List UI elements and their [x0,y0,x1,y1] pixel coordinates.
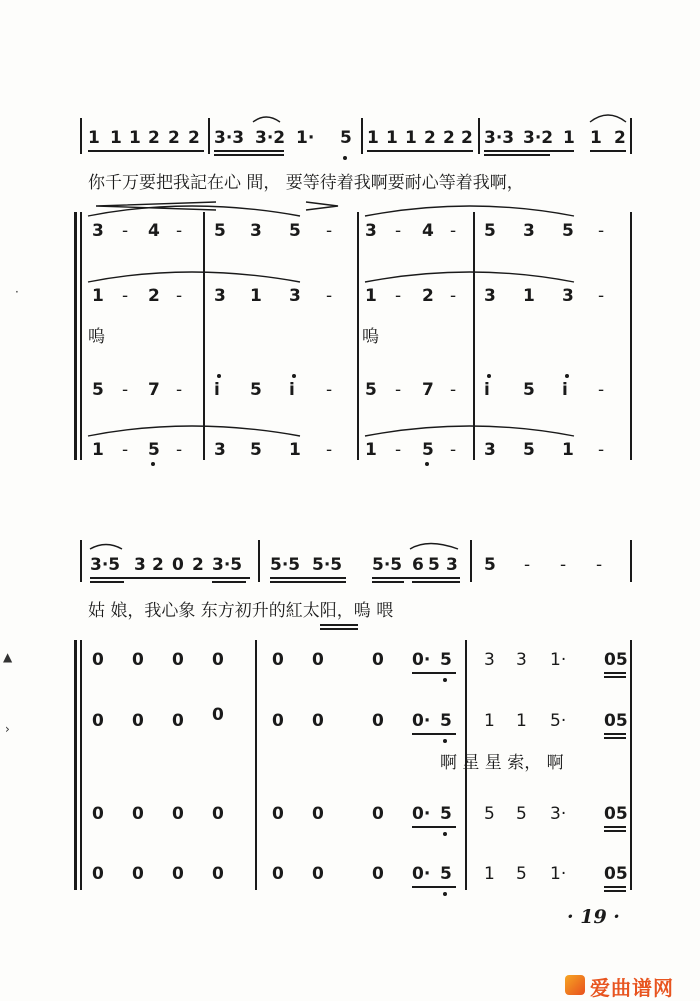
beam [604,676,626,678]
low-octave-dot [443,832,447,836]
beam [604,890,626,892]
note: 05 [604,804,628,824]
low-octave-dot [443,678,447,682]
note: 3 [446,555,458,575]
note: i [484,380,490,400]
note: - [326,380,333,400]
note: 5 [484,221,496,241]
note: - [450,380,457,400]
barline [203,212,205,460]
note: 3 [562,286,574,306]
note: i [289,380,295,400]
beam [88,150,204,152]
note: 0 [212,650,224,670]
barline [80,212,82,460]
note: 2 [424,128,436,148]
note: i [214,380,220,400]
note: 0 [172,555,184,575]
note: 1· [296,128,315,148]
note: 0 [312,804,324,824]
barline [208,118,210,154]
note: 4 [422,221,434,241]
note: 1· [550,864,567,884]
note: 1 [129,128,141,148]
note: 0 [92,711,104,731]
barline [80,540,82,582]
note: - [176,440,183,460]
margin-mark: · [15,285,19,299]
beam [367,150,473,152]
note: - [395,380,402,400]
note: 5 [440,864,452,884]
note: - [598,440,605,460]
note: 5·5 [312,555,343,575]
note: 0 [92,804,104,824]
crescendo-hairpin [96,202,216,210]
note: 1 [250,286,262,306]
barline [630,212,632,460]
note: 3 [289,286,301,306]
note: 0 [212,705,224,725]
note: 0 [92,864,104,884]
note: 0· [412,864,431,884]
note: 0 [372,711,384,731]
barline [80,118,82,154]
note: 0 [212,864,224,884]
note: - [122,440,129,460]
note: 5· [550,711,567,731]
note: 5 [289,221,301,241]
slur [410,544,458,550]
high-octave-dot [217,374,221,378]
note: 0 [312,864,324,884]
note: 5 [422,440,434,460]
note: 5 [365,380,377,400]
note: - [326,440,333,460]
note: 0 [372,804,384,824]
note: 5 [516,864,527,884]
beam [90,577,250,579]
beam [604,826,626,828]
note: 2 [192,555,204,575]
note: 3 [516,650,527,670]
note: 5 [440,804,452,824]
note: 2 [148,128,160,148]
note: 1 [386,128,398,148]
beam [412,886,456,888]
note: 1 [563,128,575,148]
beam [372,577,460,579]
lyric-underline [320,624,358,626]
note: 2 [461,128,473,148]
slur [88,426,300,436]
note: 1 [289,440,301,460]
note: - [395,221,402,241]
watermark-text: 爱曲谱网 [590,976,674,1000]
note: - [326,221,333,241]
beam [212,581,246,583]
high-octave-dot [565,374,569,378]
note: 1· [550,650,567,670]
note: 1 [92,440,104,460]
note: 5 [148,440,160,460]
note: 0 [132,711,144,731]
note: 6 [412,555,424,575]
note: - [524,555,531,575]
barline [473,212,475,460]
note: 5 [92,380,104,400]
note: 3 [214,440,226,460]
note: 0 [172,804,184,824]
note: 3 [250,221,262,241]
note: 7 [148,380,160,400]
beam [484,150,574,152]
note: 0 [212,804,224,824]
note: 3·2 [523,128,554,148]
note: 1 [590,128,602,148]
note: 1 [92,286,104,306]
note: 5 [484,555,496,575]
note: 0 [132,650,144,670]
note: 5 [484,804,495,824]
lyric-underline [320,628,358,630]
note: 0 [312,711,324,731]
note: 5 [214,221,226,241]
note: 3· [550,804,567,824]
barline [357,212,359,460]
note: 0 [272,864,284,884]
beam [412,581,460,583]
note: 3 [523,221,535,241]
note: 0 [372,864,384,884]
beam [412,672,456,674]
slur [88,206,300,216]
lyric-line: 你千万要把我記在心 間， 要等待着我啊要耐心等着我啊， [88,173,524,193]
beam [270,581,346,583]
note: 3·5 [90,555,121,575]
barline [258,540,260,582]
slur [90,545,122,550]
note: 4 [148,221,160,241]
beam [270,577,346,579]
note: 3·3 [484,128,515,148]
beam [412,826,456,828]
slur [365,426,574,436]
barline [630,640,632,890]
note: 5 [516,804,527,824]
note: 5 [340,128,352,148]
note: - [122,221,129,241]
note: 5 [523,380,535,400]
note: 5 [440,650,452,670]
part-lyric: 嗚 [88,327,105,347]
note: 5 [562,221,574,241]
note: - [560,555,567,575]
note: - [596,555,603,575]
note: - [598,380,605,400]
low-octave-dot [443,892,447,896]
note: 5 [440,711,452,731]
note: 05 [604,711,628,731]
note: 1 [523,286,535,306]
barline [630,118,632,154]
note: 3·5 [212,555,243,575]
note: - [176,286,183,306]
note: 2 [148,286,160,306]
low-octave-dot [425,462,429,466]
note: - [176,380,183,400]
note: - [326,286,333,306]
note: - [450,286,457,306]
note: 0 [272,650,284,670]
barline [478,118,480,154]
note: 1 [405,128,417,148]
note: - [598,221,605,241]
beam [590,150,626,152]
note: 2 [152,555,164,575]
music-note-logo-icon [565,975,585,995]
note: 3·2 [255,128,286,148]
slur [88,272,300,282]
note: 3 [134,555,146,575]
high-octave-dot [487,374,491,378]
note: 0 [272,711,284,731]
barline [361,118,363,154]
note: 5 [250,440,262,460]
beam [604,733,626,735]
beam [372,581,404,583]
decrescendo-hairpin [306,202,338,210]
note: 0 [312,650,324,670]
note: 5 [523,440,535,460]
note: 3 [214,286,226,306]
note: 2 [443,128,455,148]
note: 0 [272,804,284,824]
slur [365,206,574,216]
note: 3 [484,650,495,670]
note: 2 [168,128,180,148]
slur [590,115,626,122]
note: - [122,286,129,306]
system-brace [74,640,77,890]
note: 3 [484,440,496,460]
note: 1 [484,864,495,884]
note: 0· [412,711,431,731]
note: 0 [172,864,184,884]
beam [412,733,456,735]
lyric-line: 姑 娘，我心象 东方初升的紅太阳，嗚 喂 [88,601,394,621]
note: 0 [92,650,104,670]
note: 2 [188,128,200,148]
low-octave-dot [443,739,447,743]
note: - [395,440,402,460]
note: 1 [365,286,377,306]
beam [214,154,284,156]
beam [90,581,124,583]
margin-mark: › [5,722,10,736]
note: - [395,286,402,306]
barline [80,640,82,890]
note: 1 [365,440,377,460]
note: 0 [132,804,144,824]
note: 1 [367,128,379,148]
note: 3 [365,221,377,241]
barline [255,640,257,890]
note: 3 [92,221,104,241]
note: 0· [412,804,431,824]
beam [214,150,284,152]
slur [253,117,280,122]
system-brace [74,212,77,460]
part-lyric: 嗚 [362,327,379,347]
note: 5·5 [372,555,403,575]
part-lyric: 啊 星 星 索， 啊 [440,753,564,773]
beam [604,672,626,674]
note: 05 [604,864,628,884]
note: i [562,380,568,400]
note: 0 [172,711,184,731]
note: 05 [604,650,628,670]
note: 5 [250,380,262,400]
margin-mark: ▲ [3,650,13,664]
note: - [176,221,183,241]
low-octave-dot [151,462,155,466]
beam [604,737,626,739]
note: 1 [110,128,122,148]
note: 0 [372,650,384,670]
note: 1 [516,711,527,731]
note: 7 [422,380,434,400]
note: 1 [562,440,574,460]
note: - [450,221,457,241]
note: 1 [88,128,100,148]
note: 2 [614,128,626,148]
beam [484,154,550,156]
note: 0 [132,864,144,884]
note: 5 [428,555,440,575]
note: - [598,286,605,306]
note: - [450,440,457,460]
low-octave-dot [343,156,347,160]
note: 0 [172,650,184,670]
barline [630,540,632,582]
note: - [122,380,129,400]
beam [604,830,626,832]
page-number: · 19 · [567,906,620,928]
high-octave-dot [292,374,296,378]
note: 1 [484,711,495,731]
note: 2 [422,286,434,306]
note: 0· [412,650,431,670]
beam [604,886,626,888]
barline [470,540,472,582]
note: 5·5 [270,555,301,575]
note: 3 [484,286,496,306]
slur [365,272,574,282]
note: 3·3 [214,128,245,148]
